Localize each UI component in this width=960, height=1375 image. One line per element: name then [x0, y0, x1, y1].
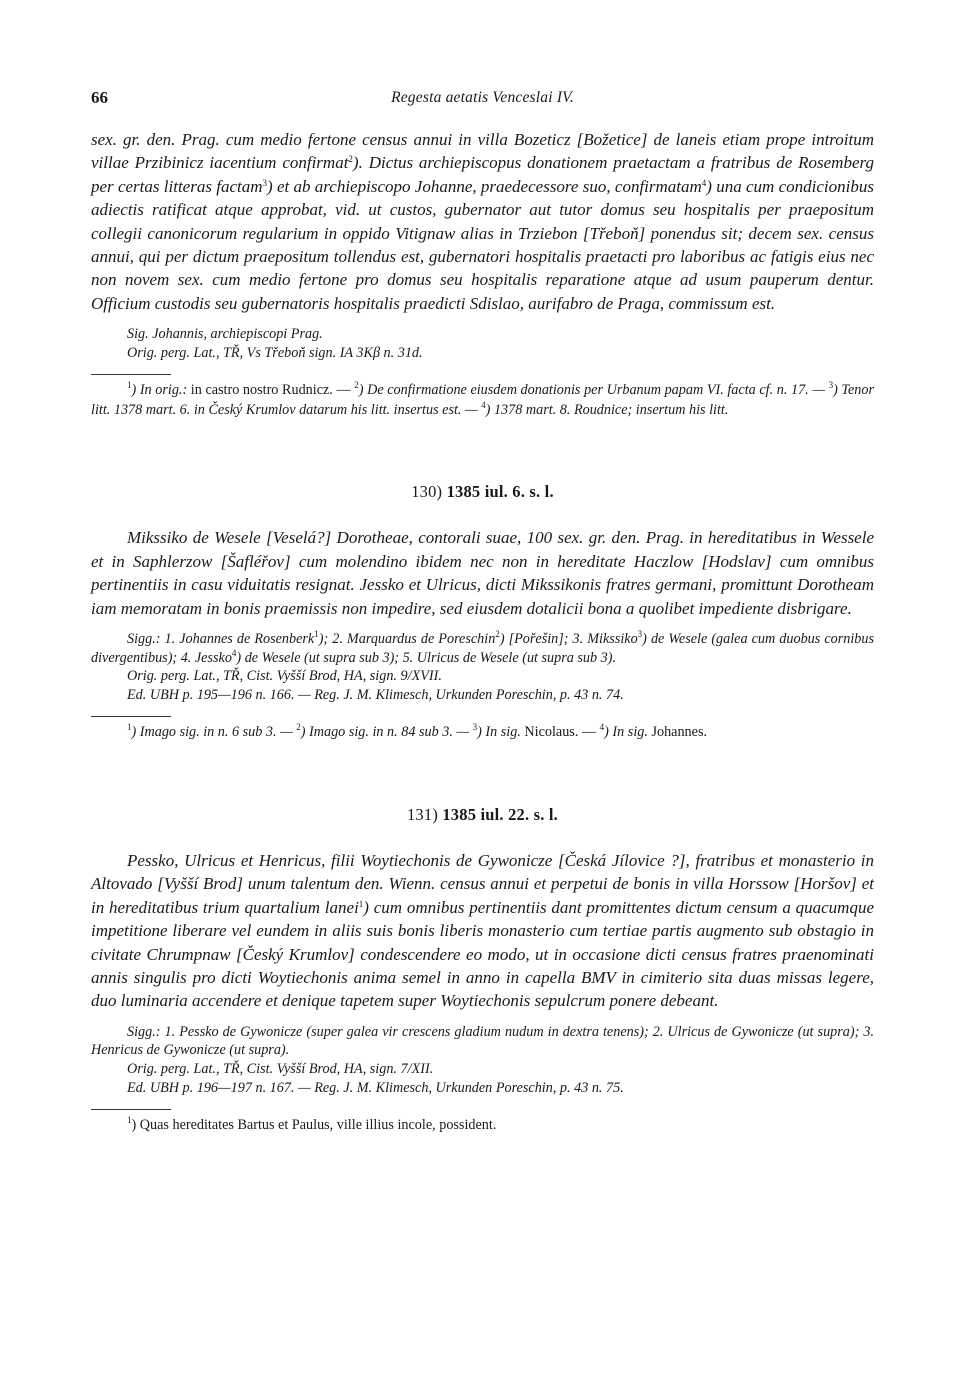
- footnote-ref[interactable]: 3: [262, 177, 268, 188]
- continuation-paragraph: [91, 128, 874, 315]
- footnote-mark: 1: [127, 1115, 132, 1126]
- document-page: [91, 88, 874, 1136]
- footnote-ref[interactable]: 2: [348, 154, 353, 165]
- footnote-mark: 2: [354, 380, 359, 391]
- text-run: ) In sig.: [604, 724, 648, 741]
- footnote-divider: [91, 374, 171, 375]
- text-run: ) cum omnibus pertinentiis dant promittentes dictum censum a quacumque impetitione liberare vel eundem in aliis suis bonis liberis monasterio cum tertiae partis augmento sub obstagio in civitate Chrumpnaw [Český Krumlov] condescendere eo modo, ut in occasione dicti census fratres praenominati annis singulis pro dicti Woytiechonis anima semel in anno in capella BMV in cimiterio sita duas missas legere, duo luminaria accendere et denique tapetem super Woytiechonis sepulcrum ponere debeant.: [91, 897, 874, 1011]
- entry-heading-131: [91, 805, 874, 825]
- text-run: ) Imago sig. in n. 84 sub 3. —: [300, 724, 473, 741]
- footnote-mark: 4: [599, 722, 605, 733]
- footnote-mark: 3: [828, 380, 834, 391]
- entry-130-archive: Orig. perg. Lat., TŘ, Cist. Vyšší Brod, HA, sign. 9/XVII.: [127, 668, 442, 685]
- text-run: ) una cum condicionibus adiectis ratificat atque approbat, vid. ut custos, gubernator aut tutor domus seu hospitalis per praepositum collegii canonicorum regularium in oppido Vitignaw alias in Trziebon [Třeboň] ponendus sit; decem sex. census annui, qui per dictum praepositum tollendus est, gubernatori hospitalis praetacti pro laboribus ac fatigis eius nec non novem sex. cum medio fertone pro domus seu hospitalis reparatione atque ad usum pauperum dentur. Officium custodis seu gubernatoris hospitalis praedicti Sdislao, aurifabro de Praga, commissum est.: [91, 176, 874, 313]
- entry-date: 1385 iul. 6. s. l.: [446, 482, 554, 502]
- text-run: ) In sig.: [477, 724, 521, 741]
- text-run: ) 1378 mart. 8. Roudnice; insertum his litt.: [485, 401, 729, 418]
- text-run: sex. gr. den. Prag. cum medio fertone census annui in villa Bozeticz [Božetice] de laneis etiam prope introitum villae Przibinicz iacentium confirmat: [91, 130, 874, 173]
- text-run: ) [Pořešin]; 3. Mikssiko: [499, 631, 638, 648]
- footnote-ref[interactable]: 1: [314, 629, 319, 640]
- entry-131-edition: Ed. UBH p. 196—197 n. 167. — Reg. J. M. Klimesch, Urkunden Poreschin, p. 43 n. 75.: [127, 1079, 624, 1096]
- entry-130-seals: [91, 630, 874, 667]
- text-run: in castro nostro Rudnicz. —: [187, 382, 355, 399]
- footnote-ref[interactable]: 3: [637, 629, 643, 640]
- entry-131-seals: Sigg.: 1. Pessko de Gywonicze (super galea vir crescens gladium nudum in dextra tenens); 2. Ulricus de Gywonicze (ut supra); 3. Henricus de Gywonicze (ut supra).: [91, 1023, 874, 1059]
- footnote-ref[interactable]: 4: [231, 647, 237, 658]
- footnote-ref[interactable]: 4: [701, 177, 707, 188]
- entry-date: 1385 iul. 22. s. l.: [442, 804, 559, 824]
- entry-131-text: [91, 849, 874, 1013]
- entry-131-footnotes: [91, 1116, 874, 1136]
- entry-130-text: Mikssiko de Wesele [Veselá?] Dorotheae, contorali suae, 100 sex. gr. den. Prag. in hereditatibus in Wessele et in Saphlerzow [Šafléřov] cum molendino ibidem nec non in hereditate Haczlow [Hodslav] cum omnibus pertinentiis in casu viduitatis resignat. Jessko et Ulricus, dicti Mikssikonis fratres germani, promittunt Dorotheam iam memoratam in bonis praemissis non impedire, sed eiusdem dotalicii bona a quolibet impediente disbrigare.: [91, 528, 874, 618]
- entry-130-edition: Ed. UBH p. 195—196 n. 166. — Reg. J. M. Klimesch, Urkunden Poreschin, p. 43 n. 74.: [127, 686, 624, 703]
- footnote-ref[interactable]: 1: [358, 898, 364, 909]
- text-run: Johannes.: [647, 724, 708, 741]
- entry-number: 130): [411, 482, 443, 502]
- footnote-ref[interactable]: 2: [495, 629, 500, 640]
- entry-130-footnotes: [91, 723, 874, 743]
- text-run: ); 2. Marquardus de Poreschin: [318, 631, 496, 648]
- running-head: [91, 88, 874, 114]
- entry-131-archive: Orig. perg. Lat., TŘ, Cist. Vyšší Brod, HA, sign. 7/XII.: [127, 1060, 434, 1077]
- text-run: Nicolaus. —: [520, 724, 600, 741]
- text-run: ) In orig.:: [131, 382, 188, 399]
- archive-reference: Orig. perg. Lat., TŘ, Vs Třeboň sign. IA 3Kβ n. 31d.: [127, 344, 423, 361]
- footnote-mark: 1: [127, 380, 132, 391]
- text-run: Sigg.: 1. Johannes de Rosenberk: [127, 631, 315, 648]
- footnote-mark: 1: [127, 722, 132, 733]
- entry-heading-130: [91, 482, 874, 502]
- footnote-mark: 3: [472, 722, 478, 733]
- footnote-divider: [91, 1109, 171, 1110]
- text-run: ) Quas hereditates Bartus et Paulus, ville illius incole, possident.: [131, 1117, 497, 1134]
- footnote-divider: [91, 716, 171, 717]
- text-run: ) de Wesele (galea cum duobus cornibus divergentibus); 4. Jessko: [91, 631, 875, 666]
- text-run: ) De confirmatione eiusdem donationis per Urbanum papam VI. facta cf. n. 17. —: [358, 382, 829, 399]
- footnotes-block: [91, 381, 874, 420]
- text-run: Pessko, Ulricus et Henricus, filii Woytiechonis de Gywonicze [Česká Jílovice ?], fratribus et monasterio in Altovado [Vyšší Brod] unum talentum den. Wienn. census annui et perpetui de bonis in villa Horssow [Horšov] et in hereditatibus trium quartalium lanei: [91, 850, 874, 917]
- text-run: ) de Wesele (ut supra sub 3); 5. Ulricus de Wesele (ut supra sub 3).: [236, 649, 617, 666]
- footnote-mark: 2: [296, 722, 301, 733]
- text-run: ) Tenor litt. 1378 mart. 6. in Český Krumlov datarum his litt. insertus est. —: [91, 382, 874, 418]
- running-title: Regesta aetatis Venceslai IV.: [391, 89, 574, 106]
- text-run: ). Dictus archiepiscopus donationem praetactam a fratribus de Rosemberg per certas litteras factam: [91, 153, 874, 196]
- seal-description: Sig. Johannis, archiepiscopi Prag.: [127, 326, 323, 343]
- text-run: ) Imago sig. in n. 6 sub 3. —: [131, 724, 297, 741]
- footnote-mark: 4: [481, 399, 486, 410]
- text-run: ) et ab archiepiscopo Johanne, praedecessore suo, confirmatam: [267, 176, 702, 196]
- page-number: 66: [91, 88, 108, 107]
- entry-number: 131): [406, 804, 439, 824]
